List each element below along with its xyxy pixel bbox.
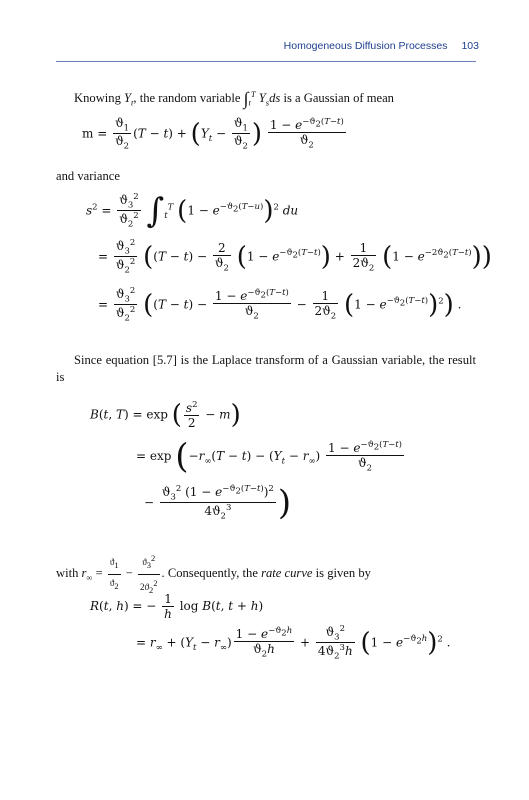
- equation-variance-line3: = $\frac{ϑ_3^2}{ϑ_2^2}$ ((T − t) − $\frac{1 - e^{-ϑ_2(T-t)}}{ϑ_2}$ − $\frac{1}{2ϑ_2}$ $(1 - e^{-ϑ_2(T-t)})^2$) .: [98, 286, 462, 324]
- equation-mean-lhs: m =: [82, 126, 108, 141]
- equation-mean: m = $\frac{ϑ_1}{ϑ_2}$ $(T - t) + (Y_t$ − $\frac{ϑ_1}{ϑ_2}$ ) $\frac{1 - e^{-ϑ_2(T-t)}}{ϑ_2}$: [82, 116, 344, 152]
- equation-variance-line1: $s^2$ = $\frac{ϑ_3^2}{ϑ_2^2}$ $\int_t^T$ $(1 - e^{-ϑ_2(T-u)})^2$ du: [86, 190, 299, 231]
- header-rule: [56, 61, 476, 62]
- paragraph-variance: and variance: [56, 169, 120, 183]
- running-header: [284, 40, 479, 52]
- equation-rate-line2: = $r_\infty + (Y_t - r_\infty)$ $\frac{1 - e^{-ϑ_2h}}{ϑ_2h}$ + $\frac{ϑ_3^2}{4ϑ_2^3h}$ $(1 - e^{-ϑ_2h})^2$ .: [136, 624, 451, 662]
- rate-curve-term: rate curve: [261, 566, 313, 581]
- paragraph-rate-curve-suffix: is given by: [315, 566, 371, 581]
- running-header-title: Homogeneous Diffusion Processes: [283, 40, 448, 52]
- equation-bond-line2: = $\exp (-r_\infty(T - t) - (Y_t - r_\infty)$ $\frac{1 - e^{-ϑ_2(T-t)}}{ϑ_2}$: [136, 436, 402, 477]
- equation-rate-line1: R(t, h) = − $\frac{1}{h}$ log B(t, t + h): [90, 592, 264, 621]
- paragraph-rate-curve: with $r_\infty$ = $\frac{ϑ_1}{ϑ_2}$ − $\frac{ϑ_3^2}{2ϑ_2^2}$ . Consequently, the rate curve is given by: [56, 550, 476, 599]
- equation-variance-line2: = $\frac{ϑ_3^2}{ϑ_2^2}$ ((T − t) − $\frac{2}{ϑ_2}$ $(1 - e^{-ϑ_2(T-t)})$ + $\frac{1}{2ϑ_2}$ $(1 - e^{-2ϑ_2(T-t)})$): [98, 238, 492, 276]
- page-number: 103: [461, 40, 479, 52]
- paragraph-mean-intro: Knowing $Y_t$, the random variable $\int_t^T$ $Y_sds$ is a Gaussian of mean: [74, 88, 394, 109]
- equation-bond-line1: B(t, T) = exp ( $\frac{s^2}{2}$ − m): [90, 400, 241, 430]
- equation-bond-line3: − $\frac{ϑ_3^2 (1 - e^{-ϑ_2(T-t)})^2}{4ϑ_2^3}$ ): [144, 482, 292, 523]
- paragraph-laplace: Since equation [5.7] is the Laplace transform of a Gaussian variable, the result is: [56, 353, 476, 384]
